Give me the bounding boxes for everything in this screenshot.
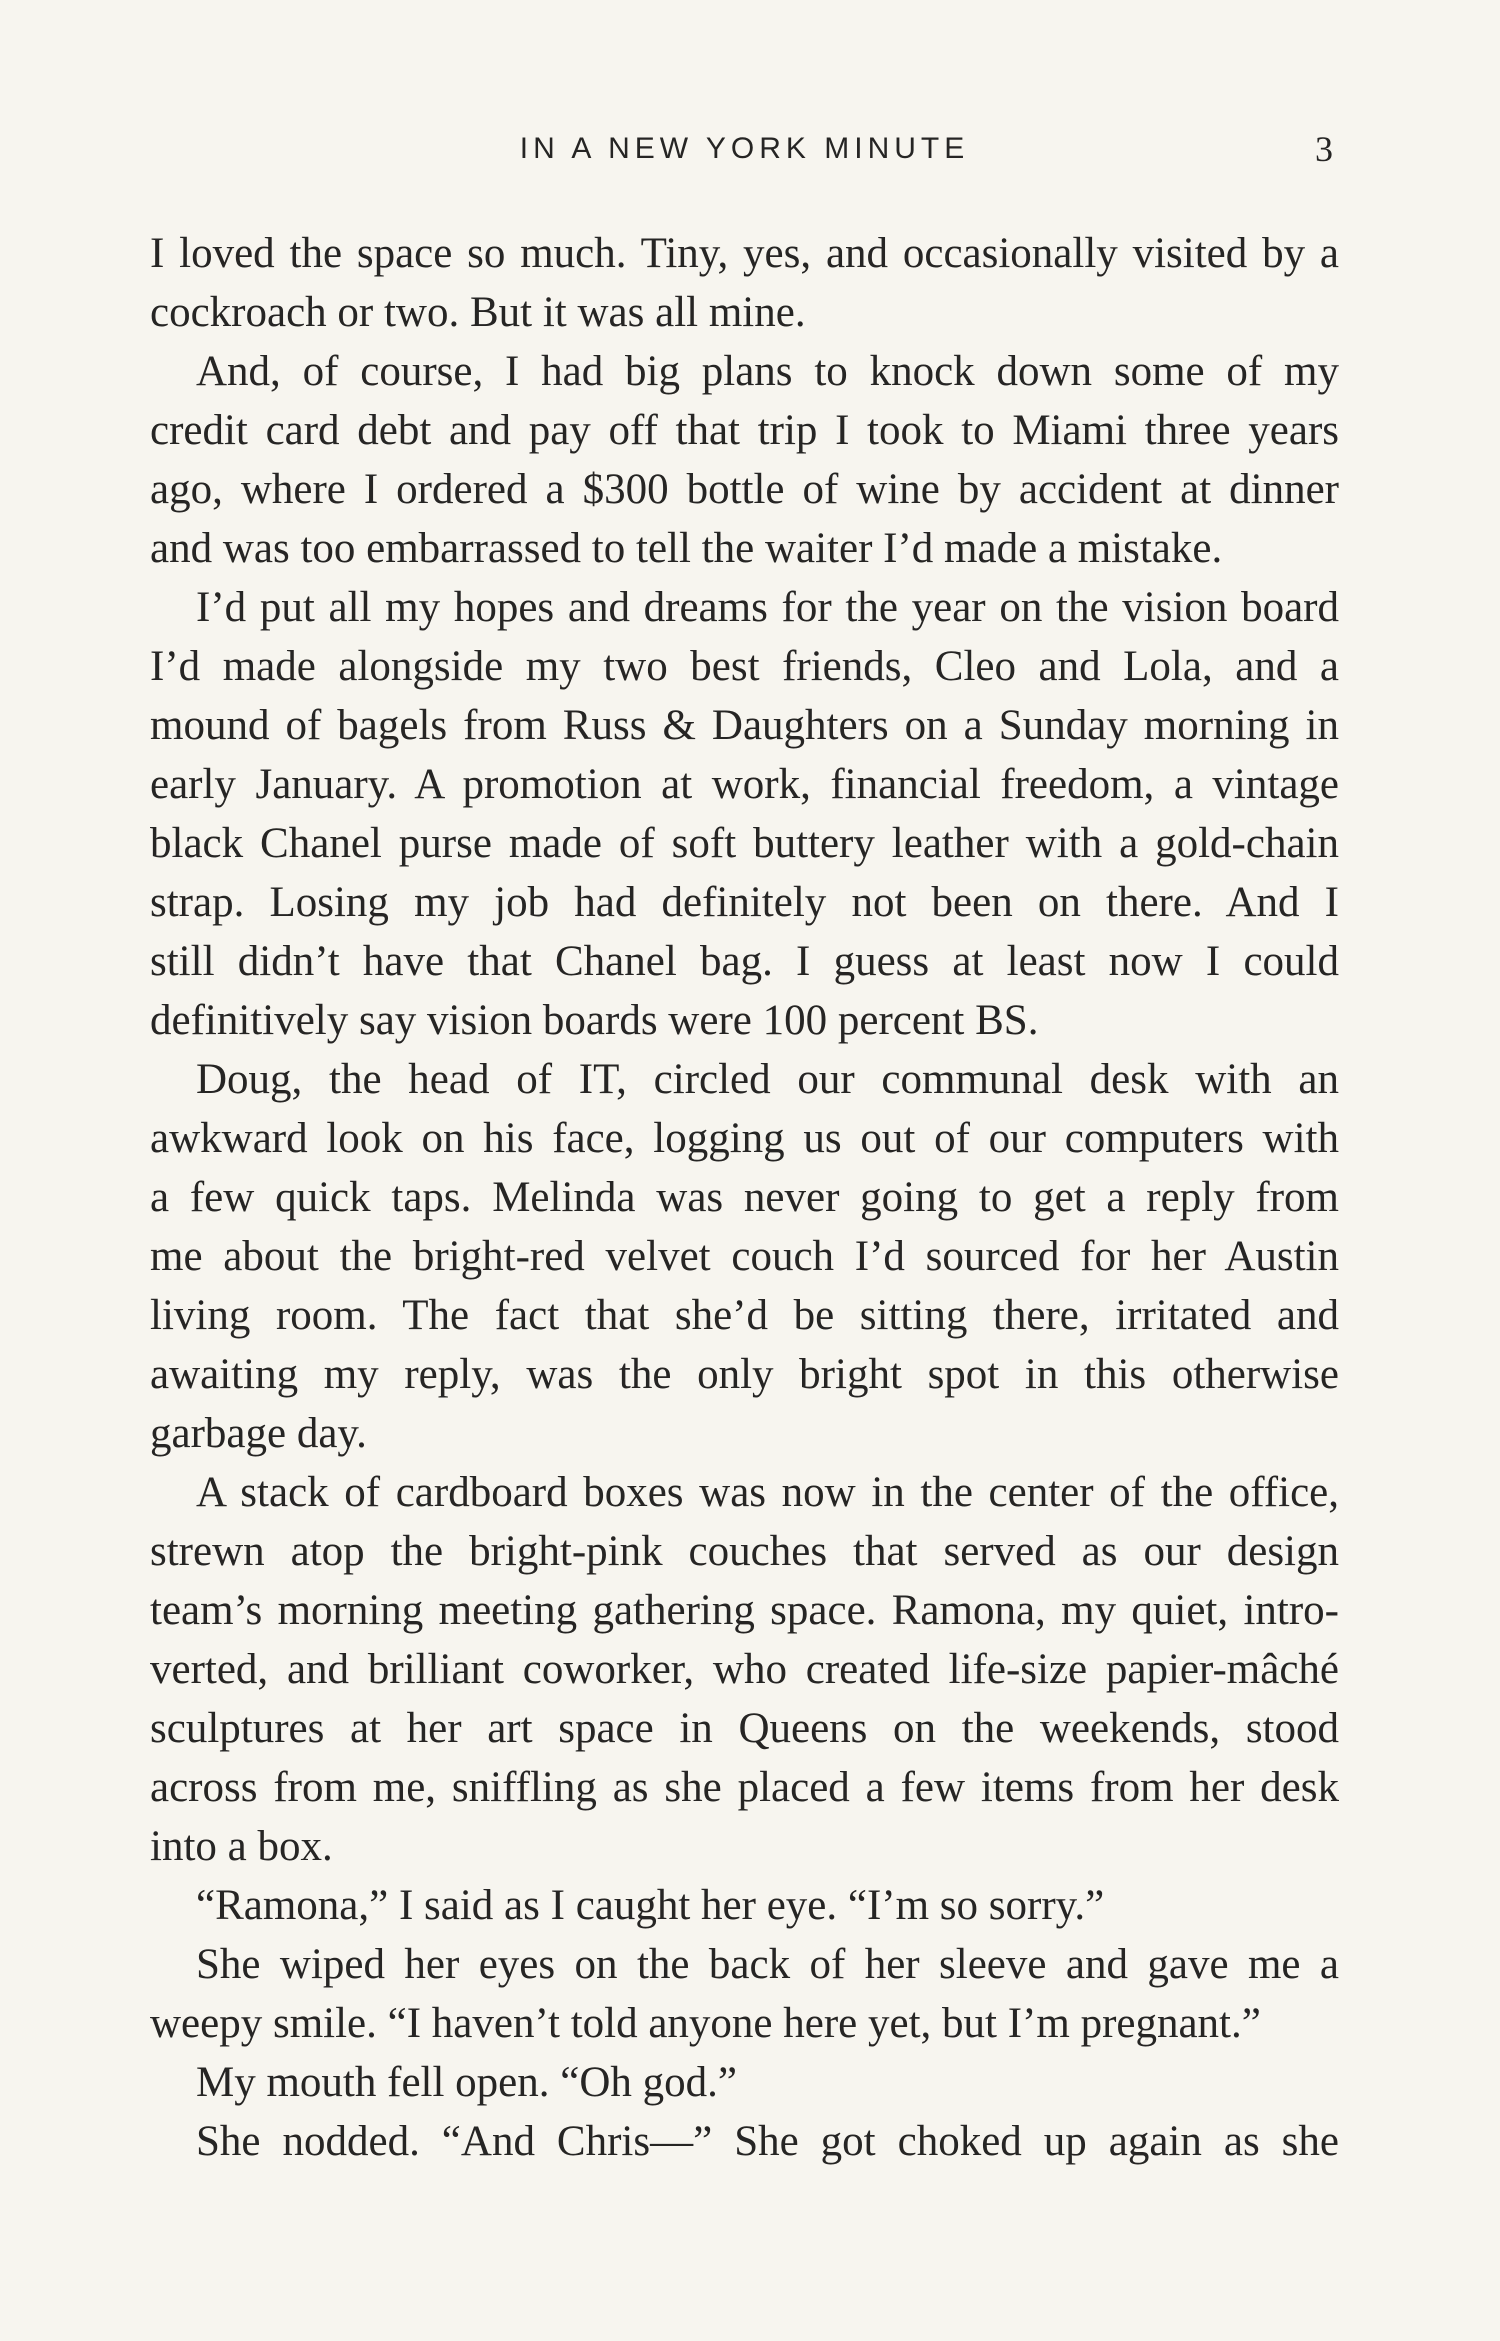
text-line: strewn atop the bright-pink couches that served as our design bbox=[150, 1528, 1339, 1575]
text-line: “Ramona,” I said as I caught her eye. “I’m so sorry.” bbox=[196, 1882, 1105, 1929]
text-line: ago, where I ordered a $300 bottle of wine by accident at dinner bbox=[150, 466, 1339, 513]
text-line: awkward look on his face, logging us out of our computers with bbox=[150, 1115, 1339, 1162]
text-line: still didn’t have that Chanel bag. I guess at least now I could bbox=[150, 938, 1339, 985]
text-line: I’d put all my hopes and dreams for the year on the vision board bbox=[196, 584, 1339, 631]
paragraph bbox=[150, 578, 1339, 1050]
text-line: weepy smile. “I haven’t told anyone here yet, but I’m pregnant.” bbox=[150, 2000, 1261, 2047]
paragraph-continued bbox=[150, 224, 1339, 342]
text-line: credit card debt and pay off that trip I took to Miami three years bbox=[150, 407, 1339, 454]
text-line: team’s morning meeting gathering space. Ramona, my quiet, intro- bbox=[150, 1587, 1339, 1634]
text-line: black Chanel purse made of soft buttery leather with a gold-chain bbox=[150, 820, 1339, 867]
text-line: A stack of cardboard boxes was now in the center of the office, bbox=[196, 1469, 1339, 1516]
page-number: 3 bbox=[1315, 129, 1333, 169]
text-line: I’d made alongside my two best friends, Cleo and Lola, and a bbox=[150, 643, 1339, 690]
text-line: My mouth fell open. “Oh god.” bbox=[196, 2059, 737, 2106]
body-text bbox=[150, 224, 1339, 2171]
running-head: IN A NEW YORK MINUTE bbox=[519, 132, 970, 165]
paragraph bbox=[150, 2053, 1339, 2112]
text-line: me about the bright-red velvet couch I’d sourced for her Austin bbox=[150, 1233, 1339, 1280]
paragraph bbox=[150, 1935, 1339, 2053]
text-line: Doug, the head of IT, circled our communal desk with an bbox=[196, 1056, 1339, 1103]
text-line: sculptures at her art space in Queens on the weekends, stood bbox=[150, 1705, 1339, 1752]
text-line: early January. A promotion at work, financial freedom, a vintage bbox=[150, 761, 1339, 808]
paragraph bbox=[150, 1876, 1339, 1935]
text-line: definitively say vision boards were 100 percent BS. bbox=[150, 997, 1039, 1044]
text-line: living room. The fact that she’d be sitting there, irritated and bbox=[150, 1292, 1339, 1339]
text-line: garbage day. bbox=[150, 1410, 367, 1457]
text-line: She wiped her eyes on the back of her sleeve and gave me a bbox=[196, 1941, 1339, 1988]
paragraph bbox=[150, 342, 1339, 578]
text-line: across from me, sniffling as she placed a few items from her desk bbox=[150, 1764, 1339, 1811]
paragraph bbox=[150, 2112, 1339, 2171]
text-line: cockroach or two. But it was all mine. bbox=[150, 289, 806, 336]
paragraph bbox=[150, 1050, 1339, 1463]
text-line: And, of course, I had big plans to knock down some of my bbox=[196, 348, 1339, 395]
text-line: awaiting my reply, was the only bright spot in this otherwise bbox=[150, 1351, 1339, 1398]
text-line: and was too embarrassed to tell the waiter I’d made a mistake. bbox=[150, 525, 1223, 572]
text-line: verted, and brilliant coworker, who created life-size papier-mâché bbox=[150, 1646, 1339, 1693]
text-line: a few quick taps. Melinda was never going to get a reply from bbox=[150, 1174, 1339, 1221]
text-line: into a box. bbox=[150, 1823, 333, 1870]
text-line: mound of bagels from Russ & Daughters on a Sunday morning in bbox=[150, 702, 1339, 749]
text-line: strap. Losing my job had definitely not been on there. And I bbox=[150, 879, 1339, 926]
text-line: She nodded. “And Chris—” She got choked up again as she bbox=[196, 2118, 1339, 2165]
text-line: I loved the space so much. Tiny, yes, and occasionally visited by a bbox=[150, 230, 1339, 277]
paragraph bbox=[150, 1463, 1339, 1876]
